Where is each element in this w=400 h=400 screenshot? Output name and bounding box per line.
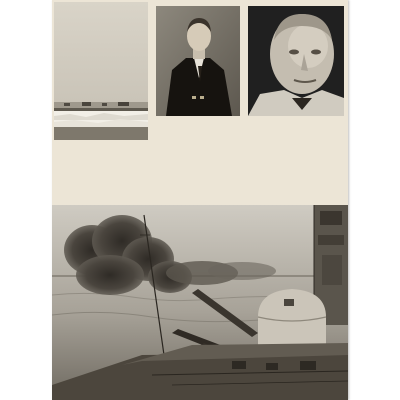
article-column-right <box>202 142 344 202</box>
magazine-page <box>52 0 348 400</box>
coast-photo-caption <box>54 130 148 138</box>
ships-caption <box>156 132 344 142</box>
officer-photo-caption <box>156 118 240 130</box>
portrait-photo-caption <box>248 118 344 130</box>
coastal-town-photo <box>54 2 148 140</box>
article-column-left <box>54 142 196 202</box>
warship-firing-photo <box>52 205 348 400</box>
officer-portrait-photo <box>156 6 240 116</box>
older-man-portrait-photo <box>248 6 344 116</box>
